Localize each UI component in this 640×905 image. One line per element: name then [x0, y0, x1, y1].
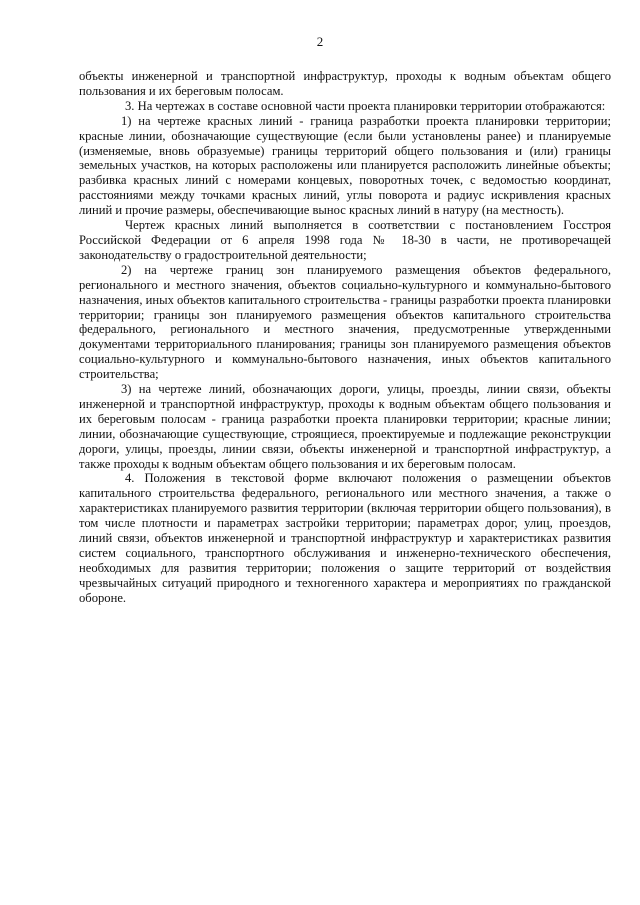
paragraph-red-lines-note: Чертеж красных линий выполняется в соответствии с постановлением Госстроя Российской Федерации от 6 апреля 1998 года № 18-30 в части, не противоречащей законодательству о градостроительной деятельности; — [79, 218, 611, 262]
paragraph-section-3: 3. На чертежах в составе основной части проекта планировки территории отображаются: — [125, 98, 606, 113]
paragraph-section-4: 4. Положения в текстовой форме включают положения о размещении объектов капитального строительства федерального, регионального или местного значения, а также о характеристиках планируемого развития территории (включая территории общего пользования), в том числе плотности и параметрах застройки территории; параметрах дорог, улиц, проездов, линий связи, объектов инженерной и транспортной инфраструктур и характеристиках развития систем социального, транспортного обслуживания и инженерно-технического обеспечения, необходимых для развития территории; положения о защите территорий от воздействия чрезвычайных ситуаций природного и техногенного характера и мероприятиях по гражданской обороне. — [79, 471, 611, 605]
document-body — [79, 69, 611, 606]
paragraph-item-3: 3) на чертеже линий, обозначающих дороги, улицы, проезды, линии связи, объекты инженерной и транспортной инфраструктур, проходы к водным объектам общего пользования и их береговым полосам - граница разработки проекта планировки территории; красные линии; линии, обозначающие существующие, строящиеся, проектируемые и подлежащие реконструкции дороги, улицы, проезды, линии связи, объекты инженерной и транспортной инфраструктур, а также проходы к водным объектам общего пользования и их береговым полосам. — [79, 382, 611, 471]
paragraph-continuation: объекты инженерной и транспортной инфраструктур, проходы к водным объектам общего пользования и их береговым полосам. — [79, 69, 611, 98]
paragraph-item-1: 1) на чертеже красных линий - граница разработки проекта планировки территории; красные линии, обозначающие существующие (если были установлены ранее) и планируемые (изменяемые, вновь образуемые) границы территорий общего пользования и (или) границы земельных участков, на которых расположены или планируется расположить линейные объекты; разбивка красных линий с номерами концевых, поворотных точек, с ведомостью координат, расстояниями между точками красных линий, углы поворота и радиус искривления красных линий и прочие размеры, обеспечивающие вынос красных линий в натуру (на местность). — [79, 113, 611, 218]
paragraph-item-2: 2) на чертеже границ зон планируемого размещения объектов федерального, регионального и местного значения, объектов социально-культурного и коммунально-бытового назначения, иных объектов капитального строительства - границы разработки проекта планировки территории; границы зон планируемого размещения объектов капитального строительства федерального, регионального и местного значения, предусмотренные утвержденными документами территориального планирования; границы зон планируемого размещения объектов социально-культурного и коммунально-бытового назначения, иных объектов капитального строительства; — [79, 262, 611, 382]
page-number: 2 — [316, 34, 324, 49]
